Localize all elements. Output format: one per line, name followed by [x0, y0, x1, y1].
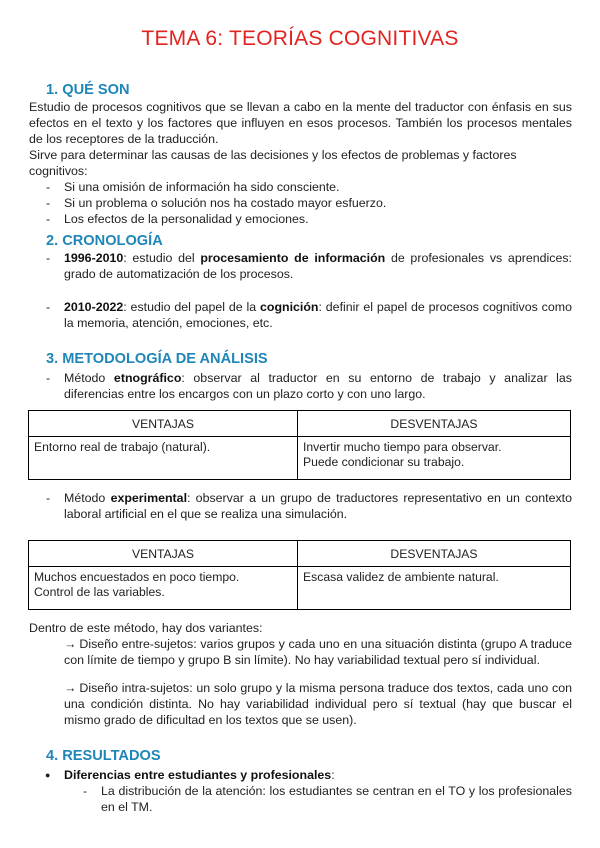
text-span: Método: [64, 371, 114, 385]
section-resultados-body: [29, 767, 572, 815]
table-etnografico: [28, 410, 571, 480]
variant-intra-sujetos: [29, 680, 572, 728]
years-label: 2010-2022: [64, 300, 124, 314]
dash-marker: -: [46, 491, 51, 505]
list-item: [29, 299, 572, 331]
list-item-text: Los efectos de la personalidad y emociones.: [64, 212, 309, 226]
dash-marker: -: [46, 212, 51, 226]
page-title: TEMA 6: TEORÍAS COGNITIVAS: [141, 27, 459, 50]
list-item: [29, 179, 572, 195]
section-cronologia-body-2: [29, 299, 572, 331]
arrow-right-icon: →: [64, 637, 77, 651]
cell-ventajas: [29, 437, 298, 480]
cell-line: Escasa validez de ambiente natural.: [303, 570, 499, 584]
dash-marker: -: [46, 371, 51, 385]
section-heading-cronologia: 2. CRONOLOGÍA: [46, 233, 163, 249]
paragraph: Sirve para determinar las causas de las decisiones y los efectos de problemas y factores cognitivos:: [29, 148, 517, 178]
cell-desventajas: [298, 437, 571, 480]
years-label: 1996-2010: [64, 251, 124, 265]
cell-line: Invertir mucho tiempo para observar.: [303, 440, 502, 454]
cell-line: Puede condicionar su trabajo.: [303, 455, 465, 469]
cell-ventajas: [29, 567, 298, 610]
cell-desventajas: [298, 567, 571, 610]
variants-block-2: [29, 680, 572, 728]
bold-term: experimental: [110, 491, 188, 505]
header-desventajas: DESVENTAJAS: [298, 541, 571, 567]
table-experimental: [28, 540, 571, 610]
table-row: [29, 567, 571, 610]
section-que-son-body: [29, 99, 572, 227]
bold-term: procesamiento de información: [200, 251, 386, 265]
list-item: [29, 195, 572, 211]
dash-marker: -: [46, 300, 51, 314]
method-etnografico: [29, 370, 572, 402]
text-span: : estudio del papel de la: [123, 300, 260, 314]
text-span: de profesionales vs aprendices: grado de automatización de los procesos.: [64, 251, 572, 281]
section-heading-metodologia: 3. METODOLOGÍA DE ANÁLISIS: [46, 351, 268, 367]
dash-marker: -: [83, 784, 88, 798]
dash-marker: -: [46, 251, 51, 265]
cell-line: Muchos encuestados en poco tiempo.: [34, 570, 240, 584]
method-experimental: [29, 490, 572, 522]
arrow-right-icon: →: [64, 681, 77, 695]
text-span: : observar a un grupo de traductores representativo en un contexto laboral artificial en el que se realiza una simulación.: [64, 491, 572, 521]
text-span: : observar al traductor en su entorno de trabajo y analizar las diferencias entre los encargos con un plazo corto y con uno largo.: [64, 371, 572, 401]
table-header-row: [29, 411, 571, 437]
text-span: : definir el papel de procesos cognitivos como la memoria, atención, emociones, etc.: [64, 300, 572, 330]
list-item: [29, 767, 572, 783]
list-item-text: Si un problema o solución nos ha costado mayor esfuerzo.: [64, 196, 387, 210]
list-item-text: Si una omisión de información ha sido consciente.: [64, 180, 340, 194]
section-cronologia-body: [29, 250, 572, 282]
variants-block: [29, 620, 572, 668]
text-span: :: [331, 768, 335, 782]
bold-term: etnográfico: [113, 371, 182, 385]
section-heading-que-son: 1. QUÉ SON: [46, 82, 130, 98]
text-span: : estudio del: [123, 251, 201, 265]
header-ventajas: VENTAJAS: [29, 411, 298, 437]
list-item: [29, 490, 572, 522]
section-heading-resultados: 4. RESULTADOS: [46, 748, 161, 764]
sub-list-item: [29, 783, 572, 815]
bold-term: Diferencias entre estudiantes y profesionales: [64, 768, 332, 782]
list-item: [29, 250, 572, 282]
text-span: Método: [64, 491, 111, 505]
dash-marker: -: [46, 180, 51, 194]
variant-text: Diseño entre-sujetos: varios grupos y cada uno en una situación distinta (grupo A traduce con límite de tiempo y grupo B sin límite). No hay variabilidad textual pero sí individual.: [64, 637, 572, 667]
header-desventajas: DESVENTAJAS: [298, 411, 571, 437]
table-header-row: [29, 541, 571, 567]
list-item: [29, 370, 572, 402]
list-item-text: La distribución de la atención: los estudiantes se centran en el TO y los profesionales en el TM.: [101, 784, 572, 814]
bullet-icon: ●: [45, 770, 51, 780]
bold-term: cognición: [259, 300, 319, 314]
table-row: [29, 437, 571, 480]
cell-line: Control de las variables.: [34, 585, 165, 599]
cell-line: Entorno real de trabajo (natural).: [34, 440, 211, 454]
variant-entre-sujetos: [29, 636, 572, 668]
dash-marker: -: [46, 196, 51, 210]
header-ventajas: VENTAJAS: [29, 541, 298, 567]
paragraph: Dentro de este método, hay dos variantes:: [29, 621, 263, 635]
variant-text: Diseño intra-sujetos: un solo grupo y la misma persona traduce dos textos, cada uno con una condición distinta. No hay variabilidad individual pero sí textual (hay que buscar el mismo grado de dificultad en los textos que se usen).: [64, 681, 572, 727]
list-item: [29, 211, 572, 227]
paragraph: Estudio de procesos cognitivos que se llevan a cabo en la mente del traductor con énfasis en sus efectos en el texto y los factores que influyen en esos procesos. También los procesos mentales de los receptores de la traducción.: [29, 100, 572, 146]
